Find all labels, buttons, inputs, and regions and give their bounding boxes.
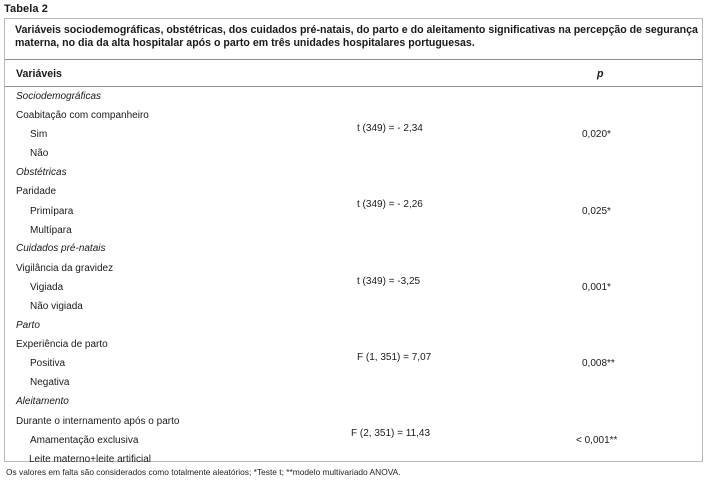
section-label: Sociodemográficas xyxy=(16,91,102,102)
header-top-rule xyxy=(5,59,702,60)
p-value: < 0,001** xyxy=(576,435,618,446)
test-statistic: t (349) = -3,25 xyxy=(357,276,421,287)
table-label: Tabela 2 xyxy=(4,3,49,15)
p-value: 0,025* xyxy=(582,206,611,217)
test-statistic: F (1, 351) = 7,07 xyxy=(357,352,432,363)
column-header-p: p xyxy=(597,68,604,80)
header-bottom-rule xyxy=(5,86,702,87)
column-header-variables: Variáveis xyxy=(16,68,62,80)
level-label: Positiva xyxy=(30,358,66,369)
test-statistic: F (2, 351) = 11,43 xyxy=(351,428,431,439)
variable-label: Paridade xyxy=(16,186,57,197)
test-statistic: t (349) = - 2,26 xyxy=(357,199,423,210)
level-label: Amamentação exclusiva xyxy=(30,435,139,446)
p-value: 0,008** xyxy=(582,358,615,369)
level-label: Primípara xyxy=(30,206,74,217)
variable-label: Vigilância da gravidez xyxy=(16,263,114,274)
level-label: Leite materno+leite artificial xyxy=(29,454,152,465)
level-label: Multípara xyxy=(30,225,72,236)
variable-label: Experiência de parto xyxy=(16,339,108,350)
level-label: Não xyxy=(30,148,49,159)
level-label: Não vigiada xyxy=(30,301,83,312)
p-value: 0,020* xyxy=(582,129,611,140)
level-label: Negativa xyxy=(30,377,70,388)
test-statistic: t (349) = - 2,34 xyxy=(357,123,423,134)
section-label: Cuidados pré-natais xyxy=(16,243,106,254)
level-label: Vigiada xyxy=(30,282,64,293)
variable-label: Durante o internamento após o parto xyxy=(16,416,180,427)
table-caption: Variáveis sociodemográficas, obstétricas, dos cuidados pré-natais, do parto e do aleitamento significativas na percepção de segurança materna, no dia da alta hospitalar após o parto em três unidades hospitalares portuguesas. xyxy=(15,24,698,49)
p-value: 0,001* xyxy=(582,282,611,293)
variable-label: Coabitação com companheiro xyxy=(16,110,149,121)
section-label: Obstétricas xyxy=(16,167,67,178)
level-label: Sim xyxy=(30,129,48,140)
section-label: Parto xyxy=(16,320,40,331)
table-footnote: Os valores em falta são considerados como totalmente aleatórios; *Teste t; **modelo multivariado ANOVA. xyxy=(6,467,401,477)
section-label: Aleitamento xyxy=(16,396,69,407)
table-frame xyxy=(4,18,703,462)
